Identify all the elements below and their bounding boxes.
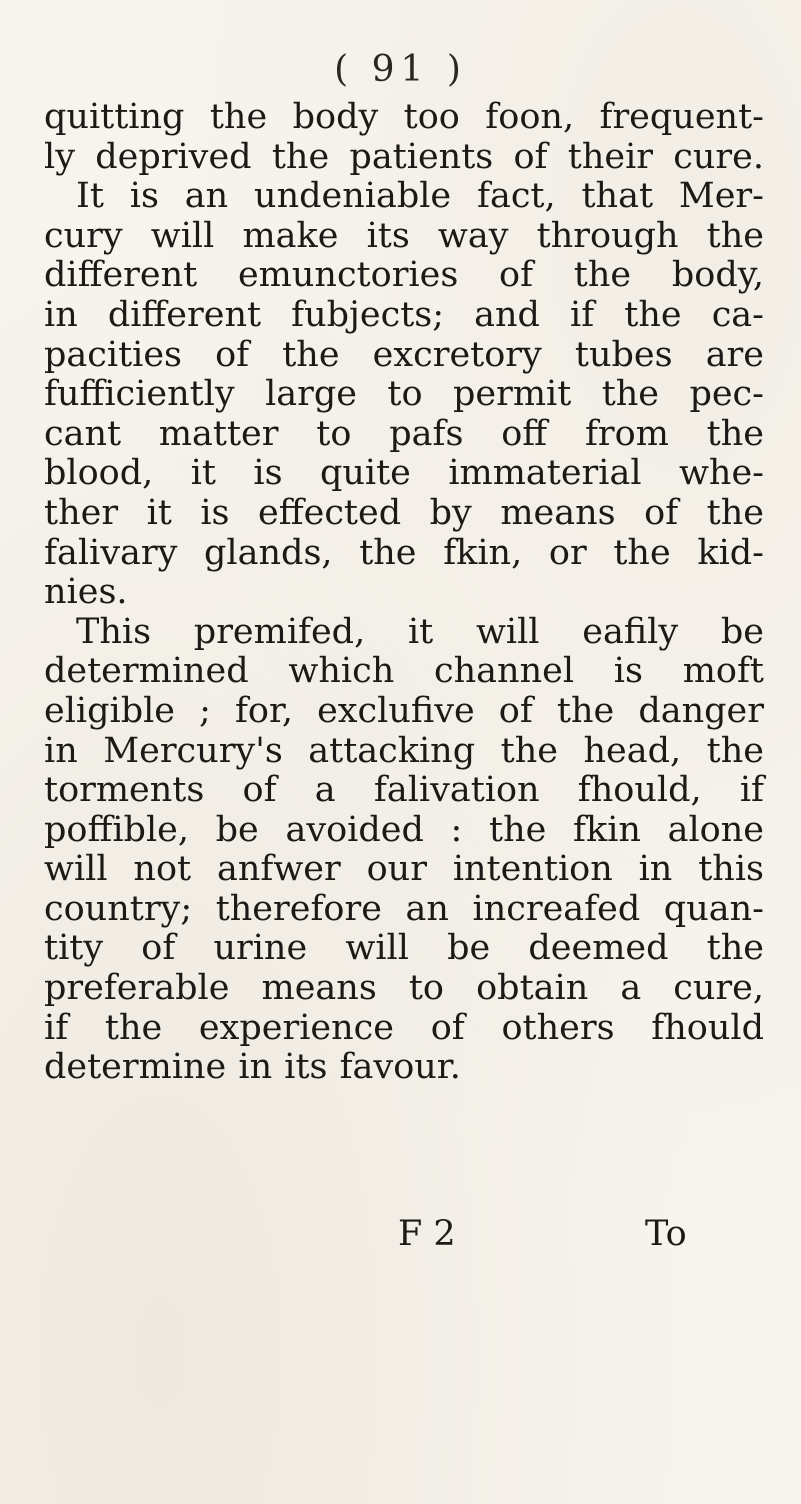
text-line: This premifed, it will eafily be [76, 611, 764, 652]
text-line: determined which channel is moft [44, 651, 764, 692]
text-line: ly deprived the patients of their cure. [44, 136, 764, 177]
text-line: determine in its favour. [44, 1047, 461, 1088]
text-line: country; therefore an increafed quan- [44, 888, 764, 929]
text-line: poffible, be avoided : the fkin alone [44, 809, 764, 850]
text-line: quitting the body too foon, frequent- [44, 97, 764, 137]
text-line: if the experience of others fhould [44, 1007, 764, 1048]
page-footer [0, 1212, 801, 1256]
text-line: in different fubjects; and if the ca- [44, 294, 764, 335]
text-line: It is an undeniable fact, that Mer- [76, 176, 764, 217]
text-line: cury will make its way through the [44, 215, 764, 256]
text-line: ther it is effected by means of the [44, 492, 764, 533]
text-line: blood, it is quite immaterial whe- [44, 453, 764, 494]
text-line: nies. [44, 572, 128, 613]
text-line: preferable means to obtain a cure, [44, 968, 764, 1009]
text-line: different emunctories of the body, [44, 255, 764, 296]
body-text [44, 98, 764, 1088]
text-line: eligible ; for, exclufive of the danger [44, 690, 764, 731]
catchword: To [645, 1214, 687, 1254]
text-line: torments of a falivation fhould, if [44, 770, 764, 811]
text-line: pacities of the excretory tubes are [44, 334, 764, 375]
page-number: ( 91 ) [334, 49, 467, 90]
text-line: will not anfwer our intention in this [44, 849, 764, 890]
text-line: tity of urine will be deemed the [44, 928, 764, 969]
signature-mark: F 2 [398, 1214, 456, 1254]
text-line: fufficiently large to permit the pec- [44, 374, 764, 415]
text-line: falivary glands, the fkin, or the kid- [44, 532, 764, 573]
text-line: in Mercury's attacking the head, the [44, 730, 764, 771]
text-line: cant matter to pafs off from the [44, 413, 764, 454]
